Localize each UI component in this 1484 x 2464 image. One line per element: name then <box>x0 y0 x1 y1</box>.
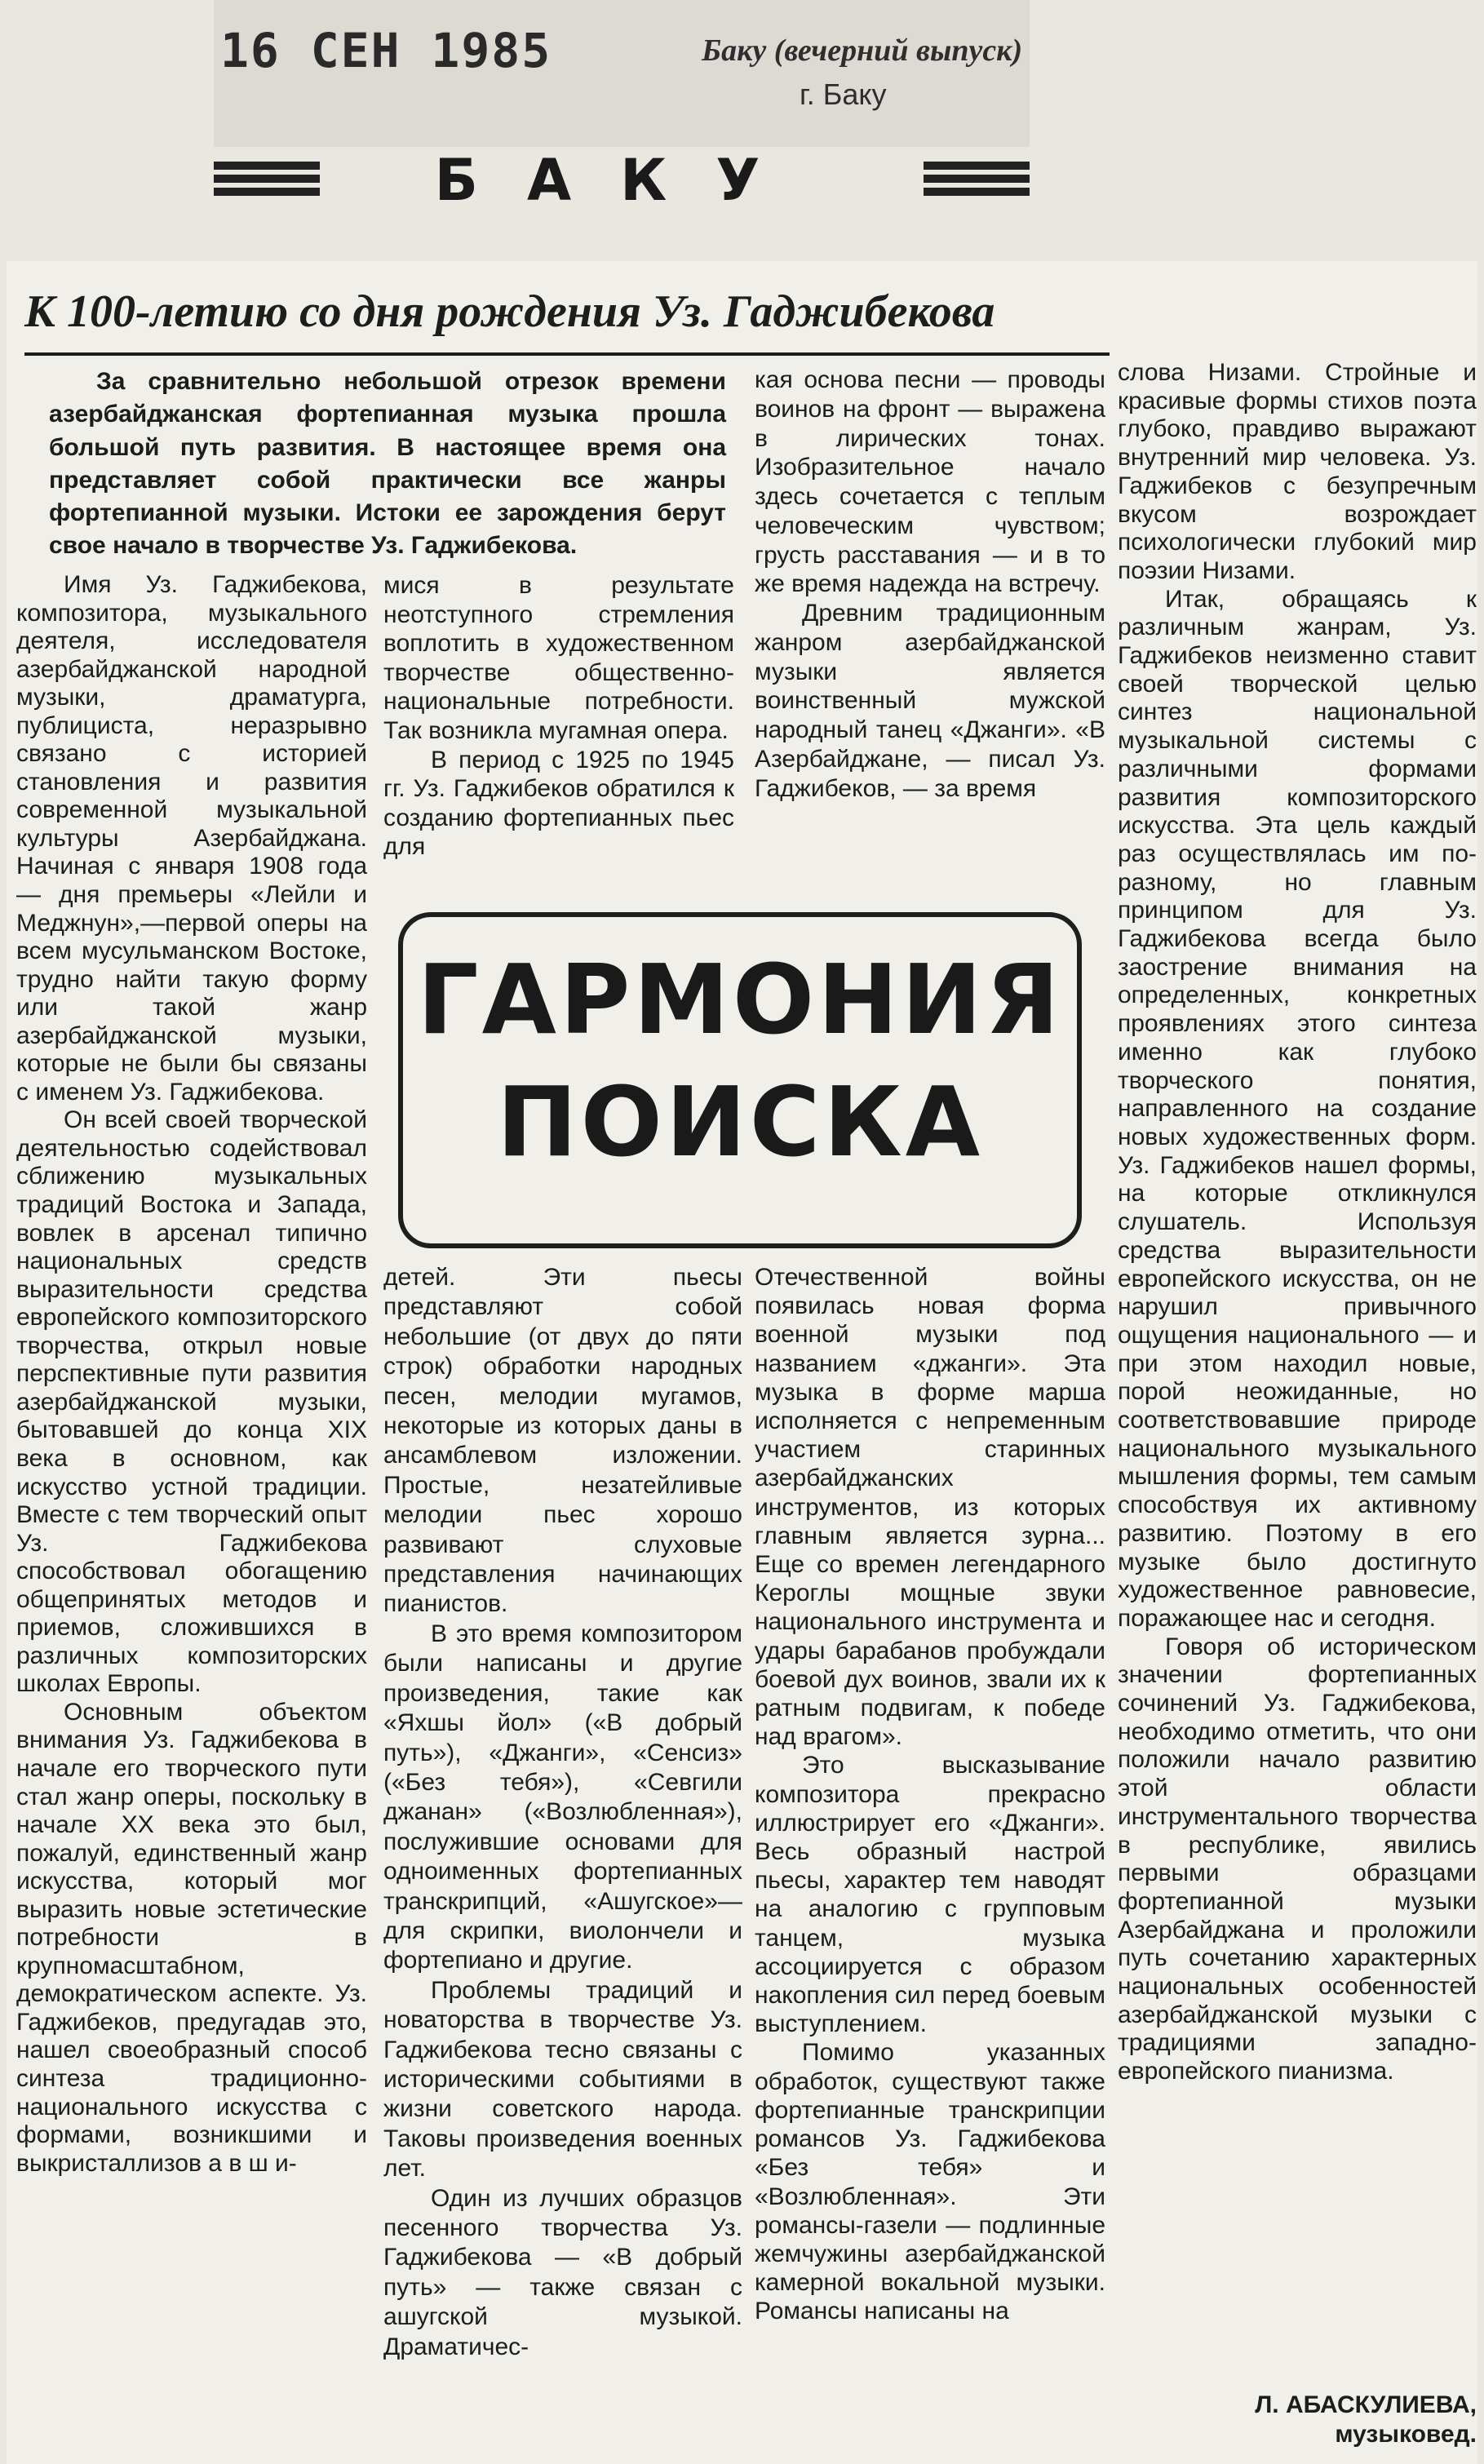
paragraph: Это высказывание композитора прекрасно иллюстрирует его «Джанги». Весь образный настрой пьесы, характер тем наводят на аналогию с групповым танцем, музыка ассоциируется с образом накопления сил перед боевым выступлением. <box>755 1752 1105 2038</box>
paragraph: Имя Уз. Гаджибекова, композитора, музыкального деятеля, исследователя азербайджанской народной музыки, драматурга, публициста, неразрывно связано с историей становления и развития современной музыкальной культуры Азербайджана. Начиная с января 1908 года — дня премьеры «Лейли и Меджнун»,—первой оперы на всем мусульманском Востоке, трудно найти такую форму или такой жанр азербайджанской музыки, которые не были бы связаны с именем Уз. Гаджибекова. <box>16 571 367 1106</box>
headline-line-2: ПОИСКА <box>496 1066 984 1178</box>
paragraph: Древним традиционным жанром азербайджанской музыки является воинственный мужской народный танец «Джанги». «В Азербайджане, — писал Уз. Гаджибеков, — за время <box>755 600 1105 802</box>
paragraph: Один из лучших образцов песенного творчества Уз. Гаджибекова — «В добрый путь» — также связан с ашугской музыкой. Драматичес- <box>383 2184 742 2360</box>
city-note: г. Баку <box>800 78 887 111</box>
text-column-4 <box>1118 359 1477 2086</box>
paragraph: В период с 1925 по 1945 гг. Уз. Гаджибеков обратился к созданию фортепианных пьес для <box>383 746 734 861</box>
text-column-2-bottom <box>383 1263 742 2362</box>
paragraph: Итак, обращаясь к различным жанрам, Уз. Гаджибеков неизменно ставит своей творческой целью синтез национальной музыкальной системы с различными формами развития композиторского искусства. Эта цель каждый раз осуществлялась им по-разному, но главным принципом для Уз. Гаджибекова всегда было заострение внимания на определенных, конкретных проявлениях этого синтеза именно как глубоко творческого понятия, направленного на создание новых художественных форм. Уз. Гаджибеков нашел формы, на которые откликнулся слушатель. Используя средства выразительности европейского искусства, он не нарушил привычного ощущения национального — и при этом находил новые, порой неожиданные, но соответствовавшие природе национального музыкального мышления формы, тем самым способствуя их активному развитию. Поэтому в его музыке было достигнуто художественное равновесие, поражающее нас и сегодня. <box>1118 585 1477 1632</box>
text-column-3-top <box>755 366 1105 803</box>
paragraph: кая основа песни — проводы воинов на фронт — выражена в лирических тонах. Изобразительное начало здесь сочетается с теплым человеческим чувством; грусть расставания — и в то же время надежда на встречу. <box>755 366 1105 598</box>
paragraph: Говоря об историческом значении фортепианных сочинений Уз. Гаджибекова, необходимо отметить, что они положили начало развитию этой области инструментального творчества в республике, явились первыми образцами фортепианной музыки Азербайджана и проложили путь сочетанию характерных национальных особенностей азербайджанской музыки с традициями западно-европейского пианизма. <box>1118 1633 1477 2085</box>
author-signature <box>1118 2391 1477 2449</box>
paragraph: В это время композитором были написаны и другие произведения, такие как «Яхшы йол» («В добрый путь»), «Джанги», «Сенсиз» («Без тебя»), «Севгили джанан» («Возлюбленная»), послужившие основами для одноименных фортепианных транскрипций, «Ашугское»—для скрипки, виолончели и фортепиано и другие. <box>383 1620 742 1974</box>
source-note: Баку (вечерний выпуск) <box>702 33 1023 68</box>
paragraph: Проблемы традиций и новаторства в творчестве Уз. Гаджибекова тесно связаны с историческими событиями в жизни советского народа. Таковы произведения военных лет. <box>383 1976 742 2183</box>
masthead-title: БАКУ <box>434 147 809 214</box>
paragraph: Он всей своей творческой деятельностью содействовал сближению музыкальных традиций Востока и Запада, вовлек в арсенал типично национальных средств выразительности средства европейского композиторского творчества, открыл новые перспективные пути развития азербайджанской музыки, бытовавшей до конца XIX века в основном, как искусство устной традиции. Вместе с тем творческий опыт Уз. Гаджибекова способствовал обогащению общепринятых методов и приемов, сложившихся в различных композиторских школах Европы. <box>16 1106 367 1698</box>
text-column-3-bottom <box>755 1263 1105 2326</box>
paragraph: Помимо указанных обработок, существуют также фортепианные транскрипции романсов Уз. Гаджибекова «Без тебя» и «Возлюбленная». Эти романсы-газели — подлинные жемчужины азербайджанской камерной вокальной музыки. Романсы написаны на <box>755 2039 1105 2325</box>
article-headline <box>398 938 1082 1183</box>
date-stamp: 16 СЕН 1985 <box>220 23 552 78</box>
article-lead: За сравнительно небольшой отрезок времени азербайджанская фортепианная музыка прошла большой путь развития. В настоящее время она представляет собой практически все жанры фортепианной музыки. Истоки ее зарождения берут свое начало в творчестве Уз. Гаджибекова. <box>49 368 726 560</box>
text-column-2-top <box>383 571 734 862</box>
paragraph: Основным объектом внимания Уз. Гаджибекова в начале его творческого пути стал жанр оперы, поскольку в начале XX века это был, пожалуй, единственный жанр искусства, который мог выразить новые эстетические потребности в крупномасштабном, демократическом аспекте. Уз. Гаджибеков, предугадав это, нашел своеобразный способ синтеза традиционно-национального искусства с формами, возникшими и выкристаллизов а в ш и- <box>16 1698 367 2177</box>
text-column-1 <box>16 571 367 2178</box>
rubric-underline <box>24 352 1110 356</box>
newspaper-masthead <box>214 147 1030 212</box>
author-name: Л. АБАСКУЛИЕВА, <box>1255 2391 1477 2418</box>
paragraph: мися в результате неотступного стремления воплотить в художественном творчестве общественно-национальные потребности. Так возникла мугамная опера. <box>383 572 734 744</box>
headline-line-1: ГАРМОНИЯ <box>417 943 1063 1056</box>
author-role: музыковед. <box>1335 2421 1477 2448</box>
paragraph: детей. Эти пьесы представляют собой небольшие (от двух до пяти строк) обработки народных песен, мелодии мугамов, некоторые из которых даны в ансамблевом изложении. Простые, незатейливые мелодии пьес хорошо развивают слуховые представления начинающих пианистов. <box>383 1264 742 1618</box>
article-rubric: К 100-летию со дня рождения Уз. Гаджибекова <box>24 286 995 337</box>
paragraph: слова Низами. Стройные и красивые формы стихов поэта глубоко, правдиво выражают внутренний мир человека. Уз. Гаджибеков с безупречным вкусом возрождает психологически глубокий мир поэзии Низами. <box>1118 359 1477 584</box>
paragraph: Отечественной войны появилась новая форма военной музыки под названием «джанги». Эта музыка в форме марша исполняется с непременным участием старинных азербайджанских инструментов, из которых главным является зурна... Еще со времен легендарного Кероглы мощные звуки национального инструмента и удары барабанов пробуждали боевой дух воинов, звали их к ратным подвигам, к победе над врагом». <box>755 1264 1105 1751</box>
